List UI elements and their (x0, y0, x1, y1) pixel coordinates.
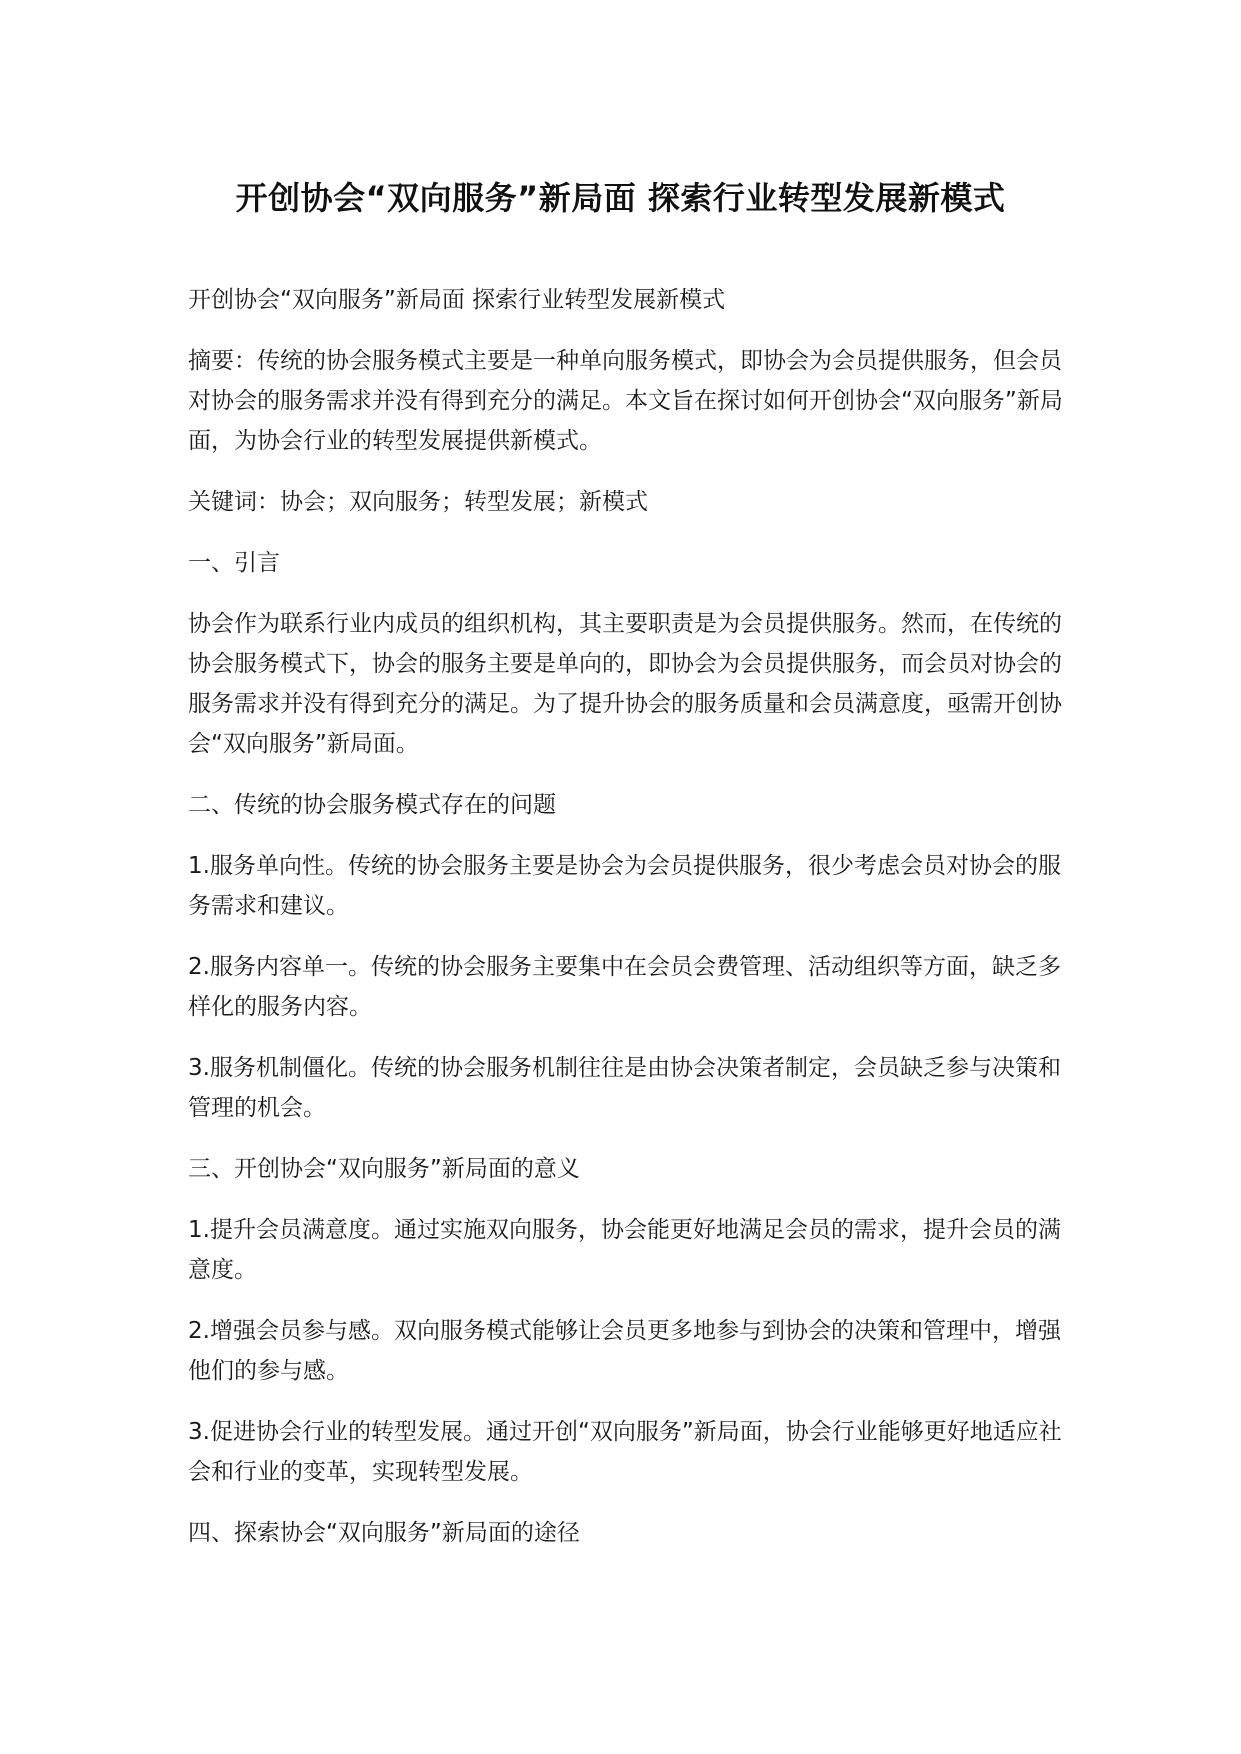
section-heading-3: 三、开创协会“双向服务”新局面的意义 (188, 1156, 580, 1182)
section-heading-1: 一、引言 (188, 550, 280, 576)
problem-item-2: 2.服务内容单一。传统的协会服务主要集中在会员会费管理、活动组织等方面，缺乏多样化的服务内容。 (188, 954, 1061, 1020)
problem-item-3: 3.服务机制僵化。传统的协会服务机制往往是由协会决策者制定，会员缺乏参与决策和管理的机会。 (188, 1055, 1061, 1121)
intro-paragraph: 协会作为联系行业内成员的组织机构，其主要职责是为会员提供服务。然而，在传统的协会服务模式下，协会的服务主要是单向的，即协会为会员提供服务，而会员对协会的服务需求并没有得到充分的满足。为了提升协会的服务质量和会员满意度，亟需开创协会“双向服务”新局面。 (188, 611, 1062, 757)
section-heading-2: 二、传统的协会服务模式存在的问题 (188, 792, 556, 818)
document-title: 开创协会“双向服务”新局面 探索行业转型发展新模式 (235, 179, 1006, 217)
keywords-paragraph: 关键词：协会；双向服务；转型发展；新模式 (188, 489, 648, 515)
abstract-paragraph: 摘要：传统的协会服务模式主要是一种单向服务模式，即协会为会员提供服务，但会员对协会的服务需求并没有得到充分的满足。本文旨在探讨如何开创协会“双向服务”新局面，为协会行业的转型发展提供新模式。 (188, 348, 1063, 454)
significance-item-3: 3.促进协会行业的转型发展。通过开创“双向服务”新局面，协会行业能够更好地适应社会和行业的变革，实现转型发展。 (188, 1419, 1062, 1485)
significance-item-1: 1.提升会员满意度。通过实施双向服务，协会能更好地满足会员的需求，提升会员的满意度。 (188, 1217, 1061, 1283)
document-body (188, 280, 1068, 1574)
problem-item-1: 1.服务单向性。传统的协会服务主要是协会为会员提供服务，很少考虑会员对协会的服务需求和建议。 (188, 853, 1061, 919)
significance-item-2: 2.增强会员参与感。双向服务模式能够让会员更多地参与到协会的决策和管理中，增强他们的参与感。 (188, 1318, 1061, 1384)
subtitle-paragraph: 开创协会“双向服务”新局面 探索行业转型发展新模式 (188, 287, 726, 313)
section-heading-4: 四、探索协会“双向服务”新局面的途径 (188, 1520, 580, 1546)
